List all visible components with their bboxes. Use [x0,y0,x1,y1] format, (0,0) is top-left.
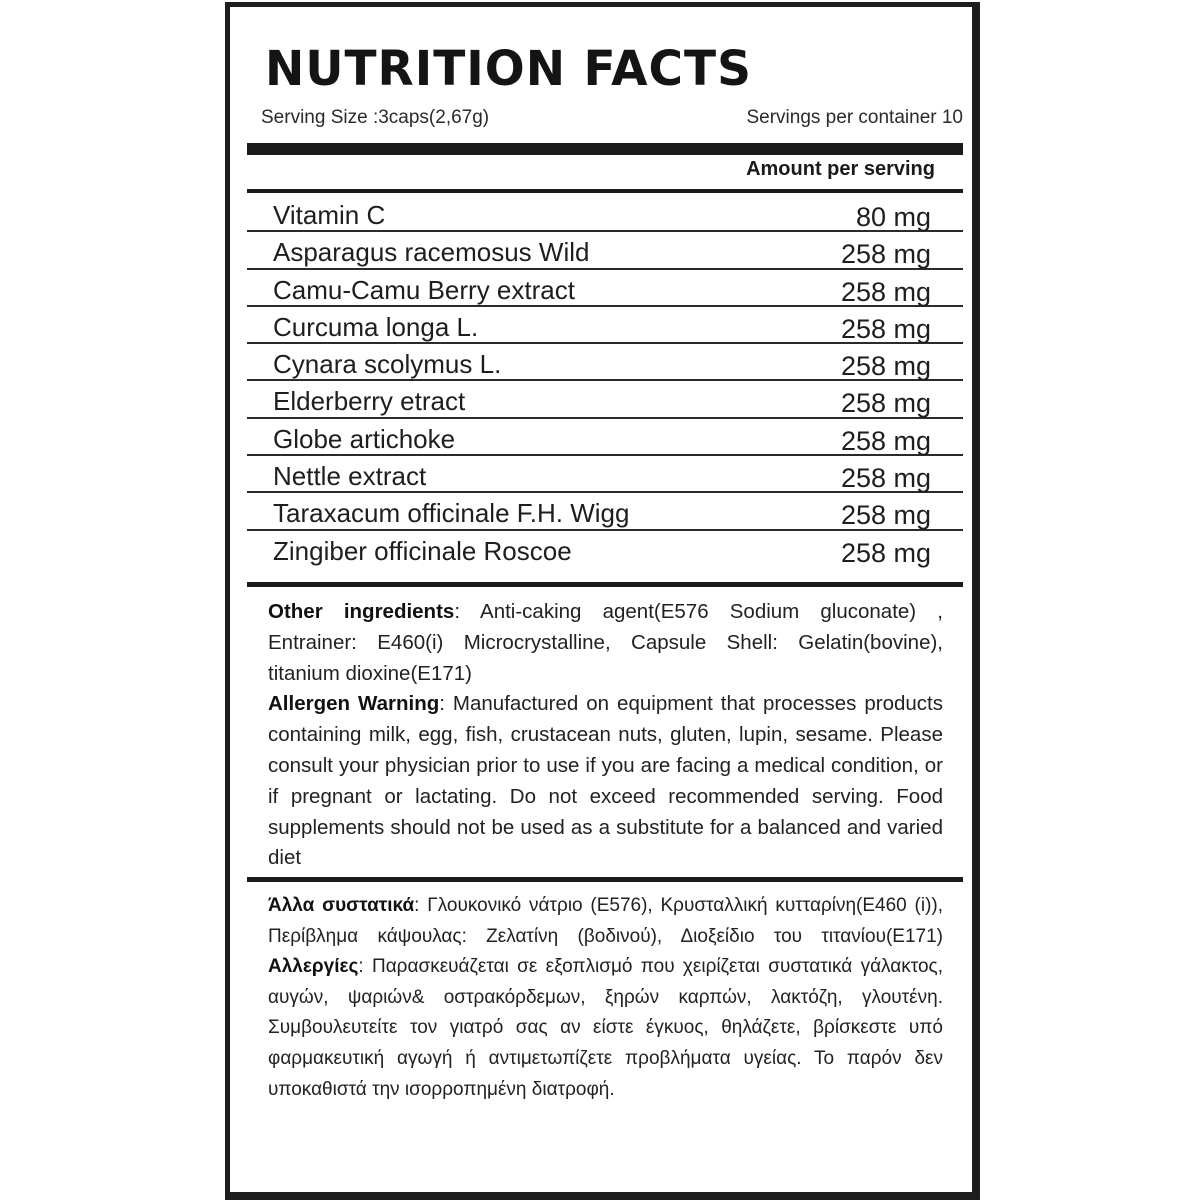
other-ingredients-text: : Anti-caking agent(E576 Sodium gluconate) , Entrainer: E460(i) Microcrystalline, Capsule Shell: Gelatin(bovine), titanium dioxine(E171) [268,600,943,685]
greek-other-ingredients-label: Άλλα συστατικά [268,895,415,916]
nutrient-name: Asparagus racemosus Wild [273,237,590,268]
nutrient-row [247,232,963,269]
allergen-warning-label: Allergen Warning [268,692,440,716]
nutrient-row [247,270,963,307]
nutrition-facts-label [225,2,980,1200]
nutrient-amount: 258 mg [840,537,931,568]
amount-per-serving-header: Amount per serving [746,158,935,180]
nutrient-amount: 258 mg [840,388,931,419]
language-divider [247,877,963,882]
greek-allergen-label: Αλλεργίες [268,956,359,978]
servings-per-container: Servings per container 10 [746,107,963,128]
nutrient-amount: 258 mg [840,276,931,307]
nutrient-name: Zingiber officinale Roscoe [273,535,572,566]
nutrient-amount: 258 mg [840,351,931,382]
nutrient-amount: 258 mg [840,425,931,456]
nutrient-amount: 80 mg [855,202,931,232]
greek-allergen-text: : Παρασκευάζεται σε εξοπλισμό που χειρίζεται συστατικά γάλακτος, αυγών, ψαριών& οστρακόρδεμων, ξηρών καρπών, λακτόζη, γλουτένη. Συμβουλευτείτε τον γιατρό σας αν είστε έγκυος, θηλάζετε, βρίσκεστε υπό φαρμακευτική αγωγή ή αντιμετωπίζετε προβλήματα υγείας. Το παρόν δεν υποκαθιστά την ισορροπημένη διατροφή. [268,956,943,1100]
nutrient-row [247,456,963,493]
table-bottom-divider [247,582,963,587]
greek-other-ingredients-text: : Γλουκονικό νάτριο (E576), Κρυσταλλική κυτταρίνη(E460 (i)), Περίβλημα κάψουλας: Ζελατίνη (βοδινού), Διοξείδιο του τιτανίου(E171) [268,895,944,947]
serving-info-row [261,107,963,133]
nutrient-row [247,195,963,232]
greek-info [268,891,943,1105]
serving-size: Serving Size :3caps(2,67g) [261,107,490,128]
nutrient-name: Curcuma longa L. [273,311,479,342]
nutrient-table [247,195,963,568]
nutrient-name: Camu-Camu Berry extract [273,274,575,305]
nutrient-row [247,381,963,418]
nutrient-name: Vitamin C [273,200,386,230]
nutrient-row [247,493,963,530]
nutrient-name: Cynara scolymus L. [273,349,502,380]
nutrient-name: Nettle extract [273,461,427,492]
nutrient-row [247,344,963,381]
nutrient-name: Globe artichoke [273,423,456,454]
nutrient-amount: 258 mg [840,500,931,531]
nutrient-amount: 258 mg [840,463,931,494]
label-title: NUTRITION FACTS [265,41,752,98]
nutrient-row [247,419,963,456]
label-inner [247,7,963,1192]
allergen-warning-text: : Manufactured on equipment that processes products containing milk, egg, fish, crustacean nuts, gluten, lupin, sesame. Please consult your physician prior to use if you are facing a medical condition, or if pregnant or lactating. Do not exceed recommended serving. Food supplements should not be used as a substitute for a balanced and varied diet [268,692,943,870]
header-divider [247,189,963,193]
nutrient-row [247,531,963,568]
nutrient-amount: 258 mg [840,313,931,344]
other-ingredients-label: Other ingredients [268,600,455,623]
nutrient-name: Taraxacum officinale F.H. Wigg [273,498,630,529]
english-info [268,597,943,874]
thick-divider [247,143,963,155]
nutrient-name: Elderberry etract [273,386,466,417]
nutrient-amount: 258 mg [840,239,931,270]
nutrient-row [247,307,963,344]
